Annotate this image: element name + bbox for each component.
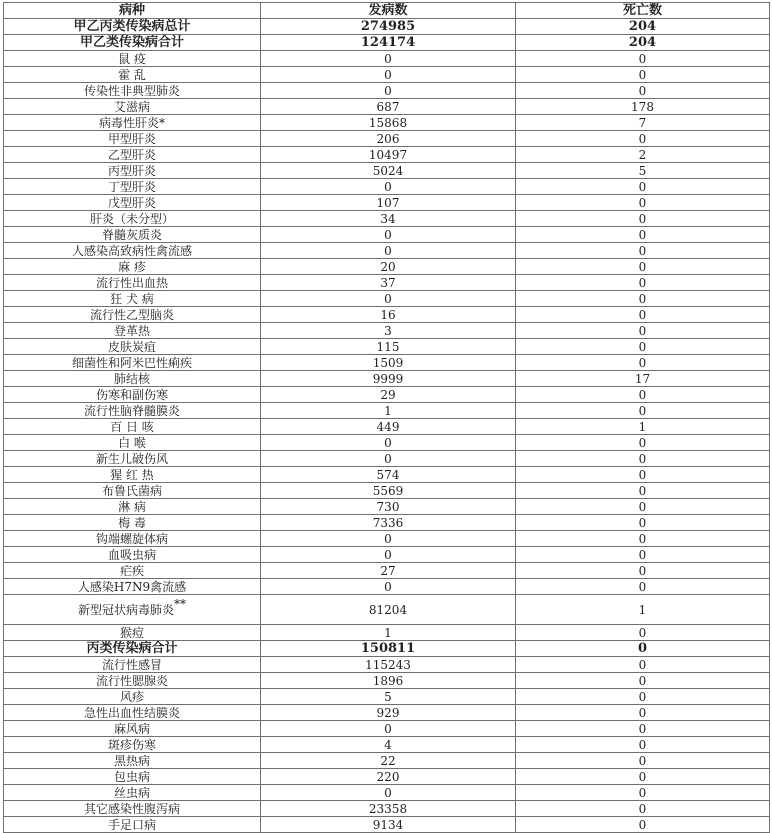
deaths-cell: 1: [516, 595, 770, 625]
cases-cell: 0: [261, 291, 516, 307]
disease-name: 甲型肝炎: [107, 131, 156, 146]
disease-name: 人感染高致病性禽流感: [71, 243, 192, 258]
cases-cell: 5024: [261, 163, 516, 179]
cases-cell: 274985: [261, 19, 516, 35]
deaths-cell: 0: [516, 275, 770, 291]
deaths-cell: 0: [516, 291, 770, 307]
disease-name: 手足口病: [107, 817, 156, 832]
disease-name-cell: [4, 785, 261, 801]
cases-cell: 23358: [261, 801, 516, 817]
disease-name-cell: [4, 689, 261, 705]
disease-name-cell: [4, 403, 261, 419]
cases-cell: 0: [261, 451, 516, 467]
disease-name-cell: [4, 35, 261, 51]
disease-name: 乙型肝炎: [107, 147, 156, 162]
deaths-cell: 0: [516, 451, 770, 467]
deaths-cell: 0: [516, 131, 770, 147]
cases-cell: 0: [261, 435, 516, 451]
disease-name: 白 喉: [118, 435, 146, 450]
deaths-cell: 5: [516, 163, 770, 179]
disease-name-cell: [4, 801, 261, 817]
disease-name: 猴痘: [119, 625, 144, 640]
table-row: [4, 689, 770, 705]
disease-name: 肝炎（未分型）: [89, 211, 174, 226]
header-deaths: 死亡数: [516, 3, 770, 19]
deaths-cell: 178: [516, 99, 770, 115]
disease-name-cell: [4, 419, 261, 435]
header-disease: 病种: [4, 3, 261, 19]
table-row: [4, 323, 770, 339]
deaths-cell: 1: [516, 419, 770, 435]
disease-name: 脊髓灰质炎: [101, 227, 162, 242]
deaths-cell: 0: [516, 67, 770, 83]
disease-name: 猩 红 热: [110, 467, 154, 482]
deaths-cell: 0: [516, 403, 770, 419]
cases-cell: 449: [261, 419, 516, 435]
disease-name: 梅 毒: [118, 515, 146, 530]
deaths-cell: 0: [516, 515, 770, 531]
cases-cell: 1: [261, 403, 516, 419]
cases-cell: 0: [261, 547, 516, 563]
disease-name: 麻 疹: [118, 259, 146, 274]
table-row: [4, 387, 770, 403]
disease-name-cell: [4, 705, 261, 721]
table-row: [4, 499, 770, 515]
disease-name-cell: [4, 227, 261, 243]
cases-cell: 34: [261, 211, 516, 227]
disease-name-cell: [4, 131, 261, 147]
table-row: [4, 67, 770, 83]
disease-name-cell: [4, 515, 261, 531]
disease-name-cell: [4, 641, 261, 657]
disease-name-cell: [4, 275, 261, 291]
table-row: [4, 147, 770, 163]
deaths-cell: 0: [516, 211, 770, 227]
disease-name-cell: [4, 625, 261, 641]
disease-name: 丙类传染病合计: [86, 640, 178, 656]
deaths-cell: 0: [516, 753, 770, 769]
cases-cell: 206: [261, 131, 516, 147]
deaths-cell: 0: [516, 563, 770, 579]
table-row: [4, 579, 770, 595]
table-row: [4, 467, 770, 483]
disease-name-cell: [4, 243, 261, 259]
disease-name-cell: [4, 291, 261, 307]
deaths-cell: 17: [516, 371, 770, 387]
deaths-cell: 0: [516, 435, 770, 451]
cases-cell: 27: [261, 563, 516, 579]
cases-cell: 4: [261, 737, 516, 753]
deaths-cell: 0: [516, 195, 770, 211]
cases-cell: 20: [261, 259, 516, 275]
disease-name-cell: [4, 51, 261, 67]
deaths-cell: 0: [516, 721, 770, 737]
cases-cell: 0: [261, 579, 516, 595]
table-row: [4, 451, 770, 467]
table-row: [4, 801, 770, 817]
table-row: [4, 243, 770, 259]
disease-name: 流行性脑脊髓膜炎: [83, 403, 180, 418]
cases-cell: 1509: [261, 355, 516, 371]
disease-name: 甲乙丙类传染病总计: [73, 18, 191, 34]
deaths-cell: 0: [516, 785, 770, 801]
disease-name-cell: [4, 531, 261, 547]
table-row: [4, 195, 770, 211]
table-body: [4, 19, 770, 833]
deaths-cell: 0: [516, 467, 770, 483]
disease-name-cell: [4, 483, 261, 499]
table-row: [4, 307, 770, 323]
disease-name: 流行性感冒: [101, 657, 162, 672]
disease-name-cell: [4, 179, 261, 195]
table-row: [4, 817, 770, 833]
cases-cell: 115: [261, 339, 516, 355]
cases-cell: 37: [261, 275, 516, 291]
table-row: [4, 259, 770, 275]
footnote-marker: **: [174, 596, 186, 611]
deaths-cell: 0: [516, 483, 770, 499]
deaths-cell: 0: [516, 531, 770, 547]
disease-name: 黑热病: [113, 753, 150, 768]
cases-cell: 7336: [261, 515, 516, 531]
disease-name-cell: [4, 99, 261, 115]
disease-name: 疟疾: [119, 563, 144, 578]
disease-name: 霍 乱: [118, 67, 146, 82]
disease-name: 伤寒和副伤寒: [95, 387, 168, 402]
disease-name: 包虫病: [113, 769, 150, 784]
deaths-cell: 7: [516, 115, 770, 131]
cases-cell: 9134: [261, 817, 516, 833]
disease-name-cell: [4, 817, 261, 833]
deaths-cell: 0: [516, 51, 770, 67]
cases-cell: 9999: [261, 371, 516, 387]
cases-cell: 0: [261, 83, 516, 99]
cases-cell: 0: [261, 227, 516, 243]
deaths-cell: 204: [516, 35, 770, 51]
disease-name-cell: [4, 115, 261, 131]
disease-name-cell: [4, 195, 261, 211]
deaths-cell: 0: [516, 499, 770, 515]
disease-name-cell: [4, 467, 261, 483]
table-row: [4, 35, 770, 51]
table-row: [4, 179, 770, 195]
table-row: [4, 769, 770, 785]
cases-cell: 150811: [261, 641, 516, 657]
disease-name: 登革热: [113, 323, 150, 338]
table-row: [4, 547, 770, 563]
deaths-cell: 204: [516, 19, 770, 35]
table-row: [4, 227, 770, 243]
disease-name: 风疹: [119, 689, 144, 704]
deaths-cell: 0: [516, 243, 770, 259]
disease-name-cell: [4, 19, 261, 35]
cases-cell: 15868: [261, 115, 516, 131]
disease-name-cell: [4, 563, 261, 579]
cases-cell: 0: [261, 785, 516, 801]
table-row: [4, 163, 770, 179]
cases-cell: 0: [261, 721, 516, 737]
disease-name-cell: [4, 657, 261, 673]
cases-cell: 107: [261, 195, 516, 211]
cases-cell: 0: [261, 67, 516, 83]
table-row: [4, 371, 770, 387]
disease-name: 流行性腮腺炎: [95, 673, 168, 688]
deaths-cell: 0: [516, 355, 770, 371]
disease-name: 新型冠状病毒肺炎: [77, 602, 174, 617]
disease-name: 皮肤炭疽: [107, 339, 156, 354]
deaths-cell: 0: [516, 689, 770, 705]
disease-name-cell: [4, 163, 261, 179]
table-row: [4, 641, 770, 657]
disease-name: 丝虫病: [113, 785, 150, 800]
disease-name: 钩端螺旋体病: [95, 531, 168, 546]
cases-cell: 1: [261, 625, 516, 641]
disease-name-cell: [4, 339, 261, 355]
table-row: [4, 291, 770, 307]
disease-name-cell: [4, 67, 261, 83]
table-row: [4, 483, 770, 499]
deaths-cell: 0: [516, 673, 770, 689]
disease-name: 艾滋病: [113, 99, 150, 114]
cases-cell: 10497: [261, 147, 516, 163]
table-row: [4, 419, 770, 435]
cases-cell: 0: [261, 179, 516, 195]
disease-name: 急性出血性结膜炎: [83, 705, 180, 720]
header-cases: 发病数: [261, 3, 516, 19]
deaths-cell: 0: [516, 227, 770, 243]
disease-name: 肺结核: [113, 371, 150, 386]
disease-name-cell: [4, 547, 261, 563]
cases-cell: 16: [261, 307, 516, 323]
deaths-cell: 2: [516, 147, 770, 163]
deaths-cell: 0: [516, 259, 770, 275]
disease-name-cell: [4, 323, 261, 339]
disease-name-cell: [4, 721, 261, 737]
disease-name: 传染性非典型肺炎: [83, 83, 180, 98]
disease-name: 鼠 疫: [118, 51, 146, 66]
deaths-cell: 0: [516, 179, 770, 195]
disease-name-cell: [4, 435, 261, 451]
table-row: [4, 737, 770, 753]
table-row: [4, 721, 770, 737]
disease-name-cell: [4, 579, 261, 595]
cases-cell: 929: [261, 705, 516, 721]
table-row: [4, 705, 770, 721]
disease-name-cell: [4, 147, 261, 163]
table-row: [4, 19, 770, 35]
deaths-cell: 0: [516, 657, 770, 673]
disease-name-cell: [4, 211, 261, 227]
cases-cell: 220: [261, 769, 516, 785]
disease-name: 细菌性和阿米巴性痢疾: [71, 355, 192, 370]
table-row: [4, 595, 770, 625]
disease-name: 丁型肝炎: [107, 179, 156, 194]
table-row: [4, 275, 770, 291]
disease-name-cell: [4, 673, 261, 689]
cases-cell: 0: [261, 51, 516, 67]
disease-name-cell: [4, 753, 261, 769]
table-row: [4, 785, 770, 801]
disease-name-cell: [4, 451, 261, 467]
table-row: [4, 211, 770, 227]
disease-name-cell: [4, 387, 261, 403]
cases-cell: 124174: [261, 35, 516, 51]
disease-name: 斑疹伤寒: [107, 737, 156, 752]
table-row: [4, 625, 770, 641]
deaths-cell: 0: [516, 737, 770, 753]
disease-name: 人感染H7N9禽流感: [77, 579, 187, 594]
table-row: [4, 403, 770, 419]
cases-cell: 0: [261, 531, 516, 547]
table-header-row: [4, 3, 770, 19]
disease-name-cell: [4, 307, 261, 323]
table-row: [4, 753, 770, 769]
disease-name-cell: [4, 371, 261, 387]
deaths-cell: 0: [516, 801, 770, 817]
disease-name-cell: [4, 595, 261, 625]
disease-name: 布鲁氏菌病: [101, 483, 162, 498]
disease-name: 戊型肝炎: [107, 195, 156, 210]
deaths-cell: 0: [516, 641, 770, 657]
cases-cell: 730: [261, 499, 516, 515]
cases-cell: 5: [261, 689, 516, 705]
table-row: [4, 657, 770, 673]
deaths-cell: 0: [516, 547, 770, 563]
disease-name: 百 日 咳: [110, 419, 154, 434]
deaths-cell: 0: [516, 705, 770, 721]
disease-name: 其它感染性腹泻病: [83, 801, 180, 816]
disease-name-cell: [4, 83, 261, 99]
disease-name-cell: [4, 769, 261, 785]
deaths-cell: 0: [516, 339, 770, 355]
disease-name: 新生儿破伤风: [95, 451, 168, 466]
cases-cell: 3: [261, 323, 516, 339]
table-row: [4, 99, 770, 115]
disease-name-cell: [4, 737, 261, 753]
disease-name-cell: [4, 355, 261, 371]
disease-statistics-table: [3, 2, 770, 833]
deaths-cell: 0: [516, 579, 770, 595]
disease-name: 血吸虫病: [107, 547, 156, 562]
cases-cell: 29: [261, 387, 516, 403]
disease-name-cell: [4, 259, 261, 275]
disease-name: 流行性乙型脑炎: [89, 307, 174, 322]
deaths-cell: 0: [516, 387, 770, 403]
cases-cell: 574: [261, 467, 516, 483]
disease-name: 病毒性肝炎*: [98, 115, 165, 130]
disease-name: 甲乙类传染病合计: [79, 34, 184, 50]
disease-name-cell: [4, 499, 261, 515]
deaths-cell: 0: [516, 307, 770, 323]
table-row: [4, 531, 770, 547]
cases-cell: 1896: [261, 673, 516, 689]
disease-name: 淋 病: [118, 499, 146, 514]
disease-name: 狂 犬 病: [110, 291, 154, 306]
disease-name: 麻风病: [113, 721, 150, 736]
table-row: [4, 51, 770, 67]
deaths-cell: 0: [516, 625, 770, 641]
deaths-cell: 0: [516, 323, 770, 339]
table-row: [4, 355, 770, 371]
table-row: [4, 673, 770, 689]
cases-cell: 687: [261, 99, 516, 115]
table-row: [4, 339, 770, 355]
cases-cell: 81204: [261, 595, 516, 625]
table-row: [4, 115, 770, 131]
cases-cell: 22: [261, 753, 516, 769]
cases-cell: 0: [261, 243, 516, 259]
table-row: [4, 435, 770, 451]
deaths-cell: 0: [516, 83, 770, 99]
table-row: [4, 83, 770, 99]
table-row: [4, 131, 770, 147]
disease-name: 丙型肝炎: [107, 163, 156, 178]
disease-name: 流行性出血热: [95, 275, 168, 290]
table-row: [4, 515, 770, 531]
deaths-cell: 0: [516, 769, 770, 785]
deaths-cell: 0: [516, 817, 770, 833]
cases-cell: 5569: [261, 483, 516, 499]
table-row: [4, 563, 770, 579]
cases-cell: 115243: [261, 657, 516, 673]
